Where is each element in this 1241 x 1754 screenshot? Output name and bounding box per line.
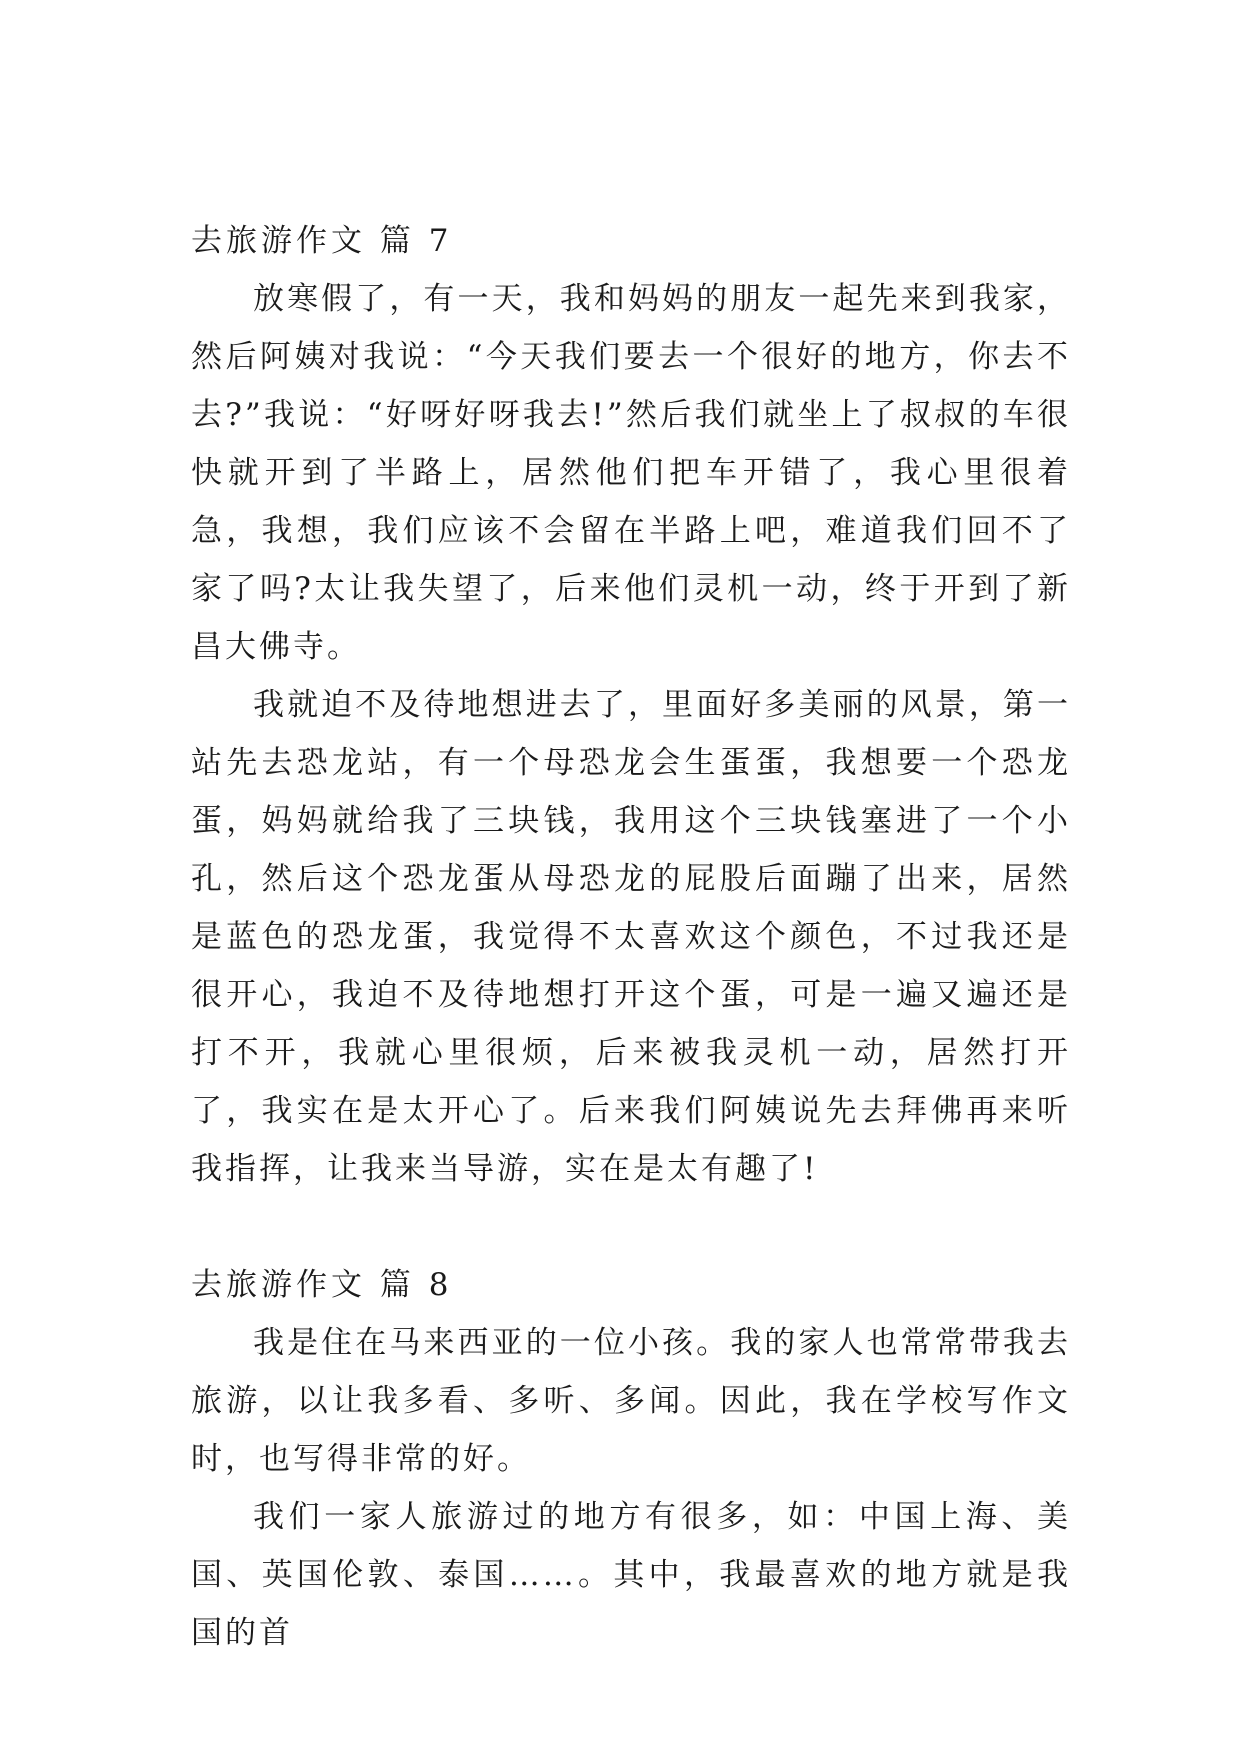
essay-section-8	[191, 1256, 1071, 1662]
paragraph: 我们一家人旅游过的地方有很多，如：中国上海、美国、英国伦敦、泰国……。其中，我最喜欢的地方就是我国的首	[191, 1499, 1071, 1651]
document-body	[191, 212, 1071, 1662]
essay-section-7	[191, 212, 1071, 1198]
section-title: 去旅游作文 篇 7	[191, 223, 453, 259]
paragraph: 我就迫不及待地想进去了，里面好多美丽的风景，第一站先去恐龙站，有一个母恐龙会生蛋蛋，我想要一个恐龙蛋，妈妈就给我了三块钱，我用这个三块钱塞进了一个小孔，然后这个恐龙蛋从母恐龙的屁股后面蹦了出来，居然是蓝色的恐龙蛋，我觉得不太喜欢这个颜色，不过我还是很开心，我迫不及待地想打开这个蛋，可是一遍又遍还是打不开，我就心里很烦，后来被我灵机一动，居然打开了，我实在是太开心了。后来我们阿姨说先去拜佛再来听我指挥，让我来当导游，实在是太有趣了!	[191, 687, 1071, 1187]
paragraph: 我是住在马来西亚的一位小孩。我的家人也常常带我去旅游，以让我多看、多听、多闻。因此，我在学校写作文时，也写得非常的好。	[191, 1325, 1071, 1477]
paragraph: 放寒假了，有一天，我和妈妈的朋友一起先来到我家，然后阿姨对我说：“今天我们要去一个很好的地方，你去不去?”我说：“好呀好呀我去!”然后我们就坐上了叔叔的车很快就开到了半路上，居然他们把车开错了，我心里很着急，我想，我们应该不会留在半路上吧，难道我们回不了家了吗?太让我失望了，后来他们灵机一动，终于开到了新昌大佛寺。	[191, 281, 1071, 665]
section-title: 去旅游作文 篇 8	[191, 1267, 453, 1303]
